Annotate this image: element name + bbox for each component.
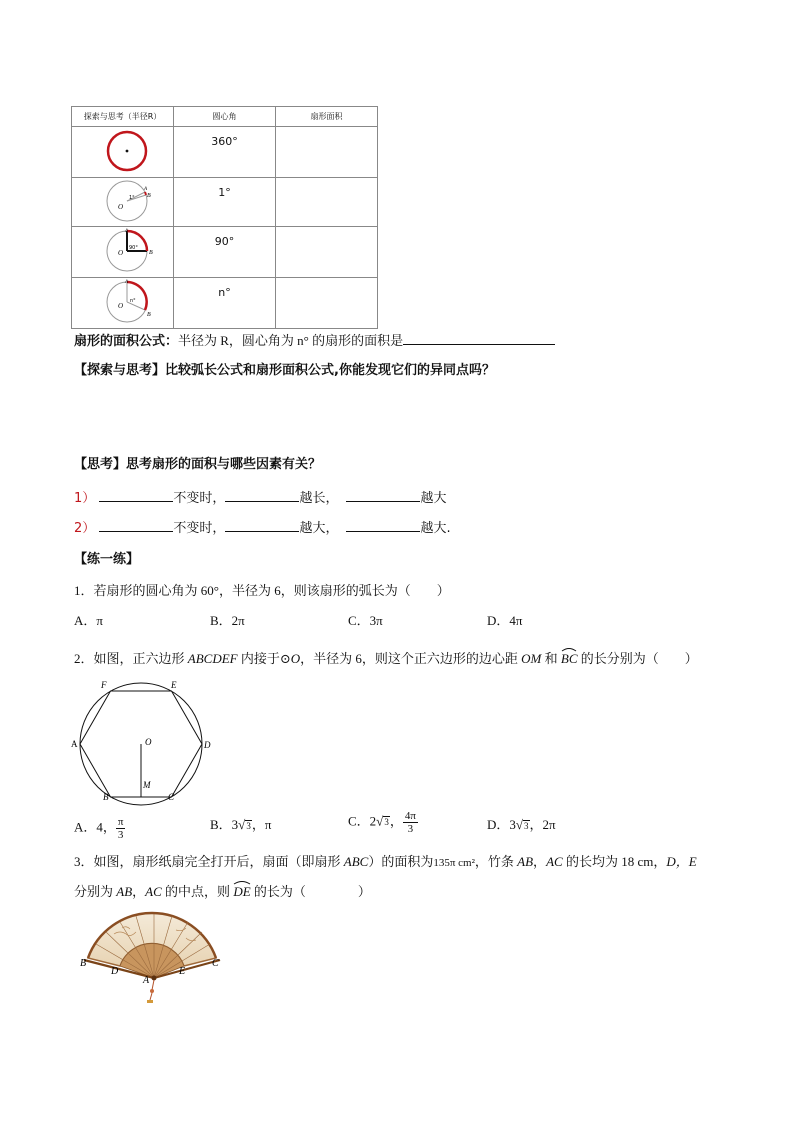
label-a: A: [144, 187, 148, 192]
table-cell-area: [276, 278, 378, 329]
label-b: B: [149, 250, 153, 256]
think-text: 思考扇形的面积与哪些因素有关？: [126, 457, 322, 472]
stem-text: 的中点，则: [161, 884, 234, 899]
q1-option-b[interactable]: B．2π: [210, 613, 245, 628]
table-header-area: 扇形面积: [276, 107, 378, 127]
label-o: O: [118, 249, 124, 257]
label-e: E: [171, 680, 177, 690]
label-d: D: [204, 740, 211, 750]
stem-italic: D，E: [666, 854, 697, 869]
explore-bracket: 【探索与思考】: [74, 363, 166, 378]
sqrt-sign: √: [376, 813, 384, 829]
stem-text: 内接于⊙: [237, 651, 291, 666]
stem-italic: O: [290, 651, 301, 666]
q1-stem: 1．若扇形的圆心角为 60°，半径为 6，则该扇形的弧长为（ ）: [74, 583, 450, 598]
ninety-degree-sector-figure: [72, 227, 173, 273]
stem-text: ，: [533, 854, 547, 869]
explore-question: [74, 362, 495, 380]
label-90deg: 90°: [129, 245, 138, 251]
stem-text: 分别为: [74, 884, 117, 899]
sqrt-sign: √: [238, 817, 246, 832]
arc-de: [233, 883, 250, 901]
option-label: A．4，: [74, 819, 116, 835]
option-text: ，: [389, 813, 403, 829]
label-a: A: [125, 280, 129, 285]
fraction-numerator: 4π: [404, 810, 416, 822]
arc-mark-icon: [233, 880, 251, 885]
label-c: C: [168, 792, 175, 802]
stem-text: 2．如图，正六边形: [74, 651, 188, 666]
label-a: A: [125, 229, 129, 234]
stem-text: ，半径为 6，则这个正六边形的边心距: [300, 651, 522, 666]
explore-text: 比较弧长公式和扇形面积公式,你能发现它们的异同点吗？: [165, 363, 495, 378]
line-text: 越大: [420, 491, 447, 506]
label-b: B: [147, 312, 151, 318]
stem-italic: AB: [517, 854, 534, 869]
stem-text: 的长为（ ）: [250, 884, 371, 899]
label-c: C: [212, 958, 219, 969]
option-label: C．2: [348, 813, 377, 829]
think-line-1: [74, 489, 446, 508]
formula-text: 半径为 R，圆心角为 n° 的扇形的面积是: [178, 333, 404, 348]
stem-italic: DE: [233, 884, 251, 899]
table-row-figure: [72, 178, 174, 227]
table-cell-area: [276, 227, 378, 278]
label-m: M: [143, 780, 151, 790]
table-header-angle: 圆心角: [174, 107, 276, 127]
label-e: E: [179, 966, 186, 977]
answer-blank: [99, 519, 173, 532]
fraction-denominator: 3: [117, 829, 124, 841]
folding-fan-figure: [76, 908, 226, 1008]
full-circle-figure: [72, 127, 173, 173]
answer-blank: [99, 489, 173, 502]
stem-text: 3．如图，扇形纸扇完全打开后，扇面（即扇形: [74, 854, 344, 869]
arc-mark-icon: [561, 647, 577, 652]
stem-italic: BC: [560, 651, 578, 666]
sqrt-sign: √: [515, 817, 524, 832]
fraction-denominator: 3: [407, 823, 414, 835]
option-label: D．3: [487, 817, 516, 832]
line-text: 越大，: [299, 521, 339, 536]
label-b: B: [103, 792, 109, 802]
q2-option-b[interactable]: [210, 816, 271, 834]
label-n-deg: n°: [130, 298, 136, 304]
area-formula-line: [74, 332, 555, 351]
line-number: 2）: [74, 521, 96, 536]
stem-text: 和: [541, 651, 561, 666]
label-d: D: [111, 966, 119, 977]
fraction: [403, 810, 418, 835]
fraction: [116, 816, 126, 841]
hexagon-in-circle-figure: [68, 674, 228, 810]
label-o: O: [118, 302, 124, 310]
radicand: 3: [384, 817, 389, 828]
label-a: A: [143, 975, 150, 986]
radicand: 3: [246, 821, 251, 831]
table-row-figure: [72, 227, 174, 278]
q2-option-c[interactable]: [348, 810, 418, 835]
label-f: F: [101, 680, 107, 690]
think-line-2: [74, 519, 451, 538]
table-cell-angle: n°: [174, 278, 276, 329]
table-header-radius: 探索与思考（半径R）: [72, 107, 174, 127]
answer-blank: [225, 489, 299, 502]
table-cell-area: [276, 127, 378, 178]
stem-text: 的长均为 18 cm，: [562, 854, 667, 869]
stem-italic: AC: [546, 854, 563, 869]
answer-blank: [225, 519, 299, 532]
option-text: ，π: [251, 817, 272, 832]
answer-blank: [346, 489, 420, 502]
formula-answer-blank: [403, 332, 555, 345]
label-o: O: [145, 737, 152, 747]
stem-text: 的长分别为（ ）: [577, 651, 698, 666]
n-degree-sector-figure: [72, 278, 173, 324]
q2-option-a[interactable]: [74, 816, 125, 841]
label-1deg: 1°: [129, 195, 135, 201]
table-row-figure: [72, 278, 174, 329]
arc-bc: [561, 650, 578, 668]
table-cell-angle: 360°: [174, 127, 276, 178]
q1-option-d[interactable]: D．4π: [487, 613, 523, 628]
formula-label: 扇形的面积公式：: [74, 334, 179, 349]
option-label: B．3: [210, 817, 239, 832]
q1-option-c[interactable]: C．3π: [348, 613, 383, 628]
line-number: 1）: [74, 491, 96, 506]
think-heading: [74, 456, 321, 474]
one-degree-sector-figure: [72, 178, 173, 222]
stem-italic: AB: [116, 884, 133, 899]
label-o: O: [118, 203, 124, 211]
stem-italic: ABCDEF: [187, 651, 238, 666]
q3-stem-line-2: [74, 883, 371, 901]
label-b: B: [80, 958, 87, 969]
stem-text: ）的面积为: [368, 854, 434, 869]
line-text: 不变时，: [173, 521, 226, 536]
table-cell-angle: 90°: [174, 227, 276, 278]
answer-blank: [346, 519, 420, 532]
q1-option-a[interactable]: A．π: [74, 613, 103, 628]
radicand: 3: [524, 821, 529, 831]
practice-heading: 【练一练】: [74, 552, 140, 567]
table-cell-angle: 1°: [174, 178, 276, 227]
stem-italic: AC: [145, 884, 162, 899]
label-a: A: [71, 739, 78, 749]
q3-stem-line-1: [74, 853, 697, 872]
table-row-figure: [72, 127, 174, 178]
line-text: 越大.: [420, 521, 451, 536]
option-text: ，2π: [529, 817, 556, 832]
stem-text: ，竹条: [474, 854, 518, 869]
line-text: 越长，: [299, 491, 339, 506]
stem-text: ，: [132, 884, 146, 899]
fraction-numerator: π: [117, 816, 124, 828]
table-cell-area: [276, 178, 378, 227]
q2-option-d[interactable]: [487, 816, 556, 834]
stem-italic: OM: [521, 651, 542, 666]
stem-italic: ABC: [343, 854, 369, 869]
label-b: B: [147, 193, 151, 199]
exploration-table: [71, 106, 378, 329]
q2-stem: [74, 650, 698, 668]
think-bracket: 【思考】: [74, 457, 127, 472]
area-value: 135π cm²: [433, 857, 475, 869]
line-text: 不变时，: [173, 491, 226, 506]
